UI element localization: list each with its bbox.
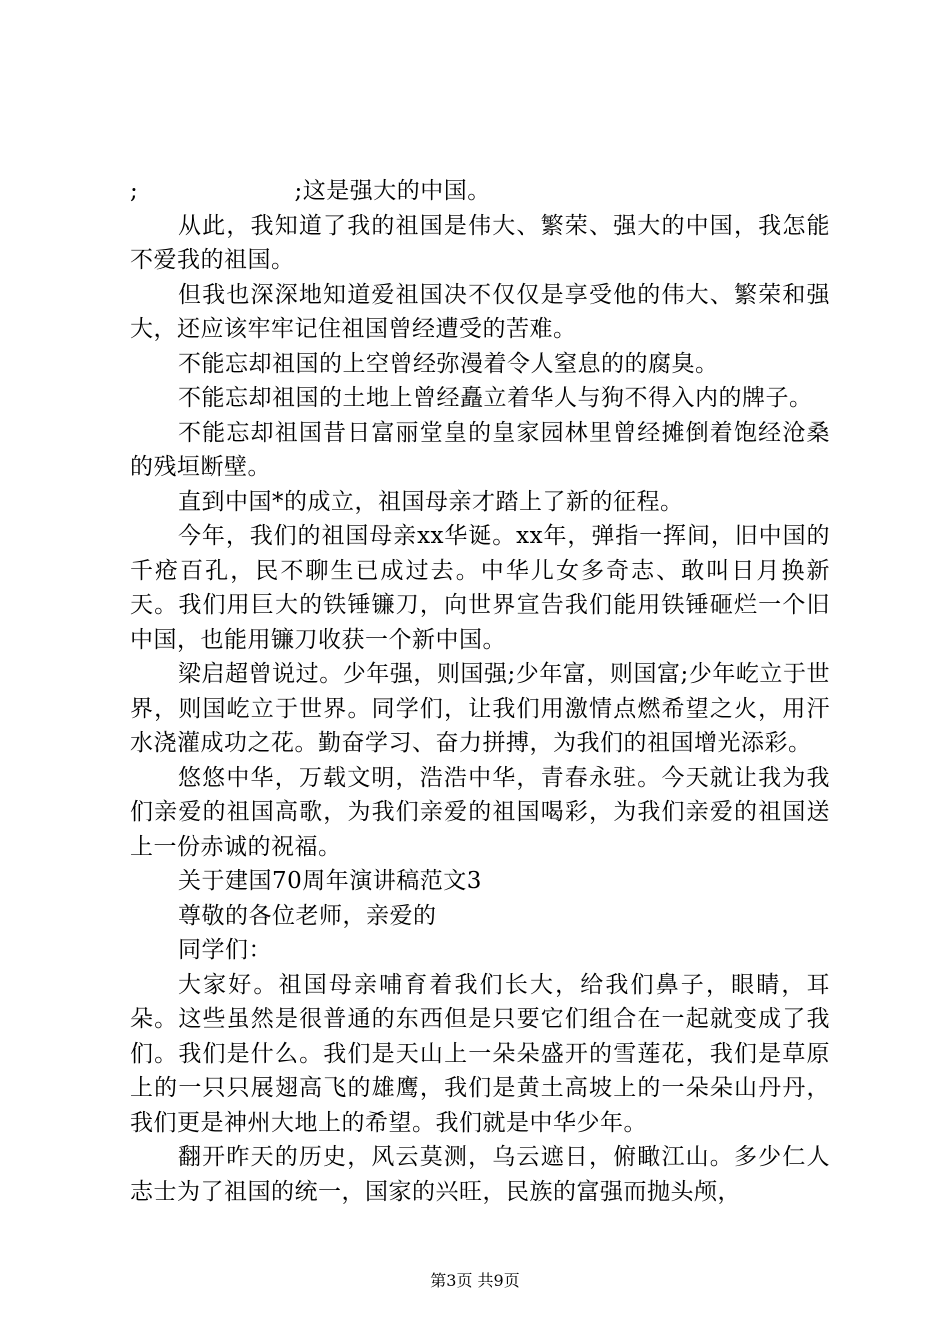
paragraph-1: 从此，我知道了我的祖国是伟大、繁荣、强大的中国，我怎能不爱我的祖国。	[130, 212, 830, 273]
paragraph-7: 今年，我们的祖国母亲xx华诞。xx年，弹指一挥间，旧中国的千疮百孔，民不聊生已成过去。中华儿女多奇志、敢叫日月换新天。我们用巨大的铁锤镰刀，向世界宣告我们能用铁锤砸烂一个旧中国，也能用镰刀收获一个新中国。	[130, 523, 830, 653]
paragraph-3: 不能忘却祖国的上空曾经弥漫着令人窒息的的腐臭。	[178, 350, 719, 377]
paragraph-5: 不能忘却祖国昔日富丽堂皇的皇家园林里曾经摊倒着饱经沧桑的残垣断壁。	[130, 419, 830, 480]
paragraph-14: 翻开昨天的历史，风云莫测，乌云遮日，俯瞰江山。多少仁人志士为了祖国的统一，国家的兴旺，民族的富强而抛头颅，	[130, 1144, 830, 1205]
paragraph-9: 悠悠中华，万载文明，浩浩中华，青春永驻。今天就让我为我们亲爱的祖国高歌，为我们亲爱的祖国喝彩，为我们亲爱的祖国送上一份赤诚的祝福。	[130, 764, 830, 860]
paragraph-6: 直到中国*的成立，祖国母亲才踏上了新的征程。	[178, 488, 684, 515]
paragraph-0: ; ;这是强大的中国。	[130, 178, 491, 204]
salutation-line-1: 尊敬的各位老师，亲爱的	[178, 902, 437, 929]
salutation-line-2: 同学们：	[178, 937, 272, 963]
paragraph-2: 但我也深深地知道爱祖国决不仅仅是享受他的伟大、繁荣和强大，还应该牢牢记住祖国曾经遭受的苦难。	[130, 281, 830, 342]
paragraph-13: 大家好。祖国母亲哺育着我们长大，给我们鼻子，眼睛，耳朵。这些虽然是很普通的东西但是只要它们组合在一起就变成了我们。我们是什么。我们是天山上一朵朵盛开的雪莲花，我们是草原上的一只只展翅高飞的雄鹰，我们是黄土高坡上的一朵朵山丹丹，我们更是神州大地上的希望。我们就是中华少年。	[130, 971, 830, 1136]
paragraph-4: 不能忘却祖国的土地上曾经矗立着华人与狗不得入内的牌子。	[178, 385, 813, 411]
page-number-footer: 第3页 共9页	[430, 1271, 520, 1290]
document-body	[130, 174, 830, 1209]
paragraph-8: 梁启超曾说过。少年强，则国强;少年富，则国富;少年屹立于世界，则国屹立于世界。同学们，让我们用激情点燃希望之火，用汗水浇灌成功之花。勤奋学习、奋力拼搏，为我们的祖国增光添彩。	[130, 661, 830, 756]
section-heading: 关于建国70周年演讲稿范文3	[178, 868, 482, 894]
